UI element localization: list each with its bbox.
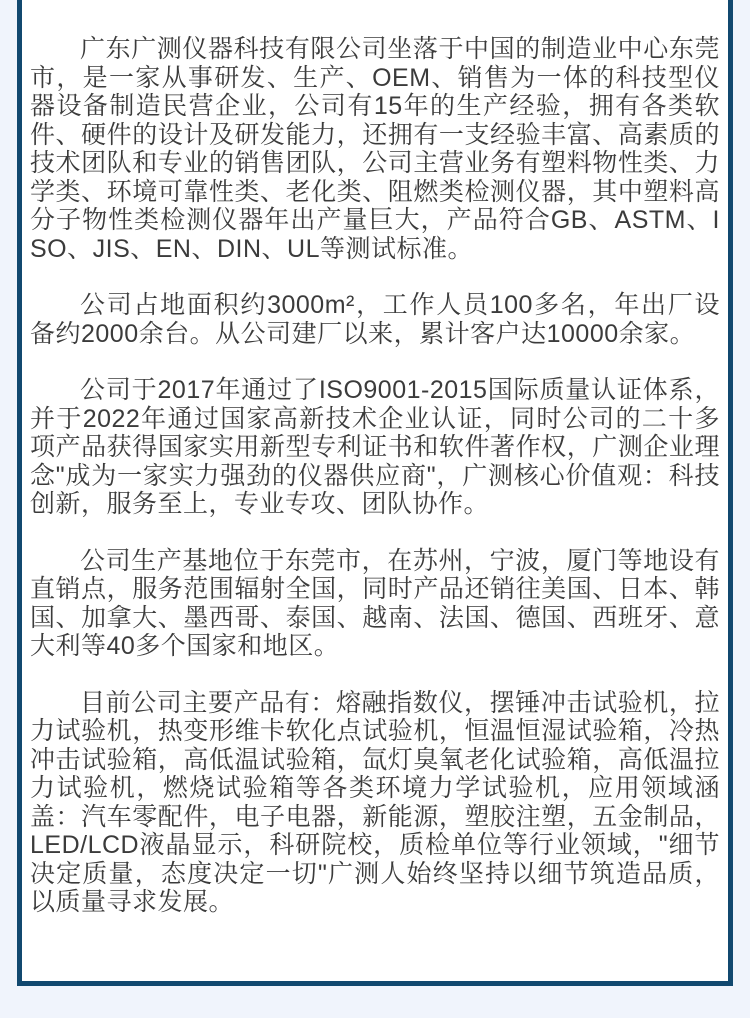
company-intro-section xyxy=(17,0,733,986)
paragraph-company-overview: 广东广测仪器科技有限公司坐落于中国的制造业中心东莞市，是一家从事研发、生产、OEM、销售为一体的科技型仪器设备制造民营企业，公司有15年的生产经验，拥有各类软件、硬件的设计及研发能力，还拥有一支经验丰富、高素质的技术团队和专业的销售团队，公司主营业务有塑料物性类、力学类、环境可靠性类、老化类、阻燃类检测仪器，其中塑料高分子物性类检测仪器年出产量巨大，产品符合GB、ASTM、ISO、JIS、EN、DIN、UL等测试标准。 xyxy=(30,35,720,263)
paragraph-sales-network: 公司生产基地位于东莞市，在苏州，宁波，厦门等地设有直销点，服务范围辐射全国，同时产品还销往美国、日本、韩国、加拿大、墨西哥、泰国、越南、法国、德国、西班牙、意大利等40多个国家和地区。 xyxy=(30,546,720,660)
paragraph-main-products: 目前公司主要产品有：熔融指数仪，摆锤冲击试验机，拉力试验机，热变形维卡软化点试验机，恒温恒湿试验箱，冷热冲击试验箱，高低温试验箱，氙灯臭氧老化试验箱，高低温拉力试验机，燃烧试验箱等各类环境力学试验机，应用领域涵盖：汽车零配件，电子电器，新能源，塑胶注塑，五金制品，LED/LCD液晶显示，科研院校，质检单位等行业领域，"细节决定质量，态度决定一切"广测人始终坚持以细节筑造品质，以质量寻求发展。 xyxy=(30,688,720,916)
paragraph-company-scale: 公司占地面积约3000m²，工作人员100多名，年出厂设备约2000余台。从公司建厂以来，累计客户达10000余家。 xyxy=(30,291,720,348)
next-section-strip xyxy=(0,1018,750,1028)
paragraph-certifications: 公司于2017年通过了ISO9001-2015国际质量认证体系，并于2022年通过国家高新技术企业认证，同时公司的二十多项产品获得国家实用新型专利证书和软件著作权，广测企业理念"成为一家实力强劲的仪器供应商"，广测核心价值观：科技创新，服务至上，专业专攻、团队协作。 xyxy=(30,376,720,518)
